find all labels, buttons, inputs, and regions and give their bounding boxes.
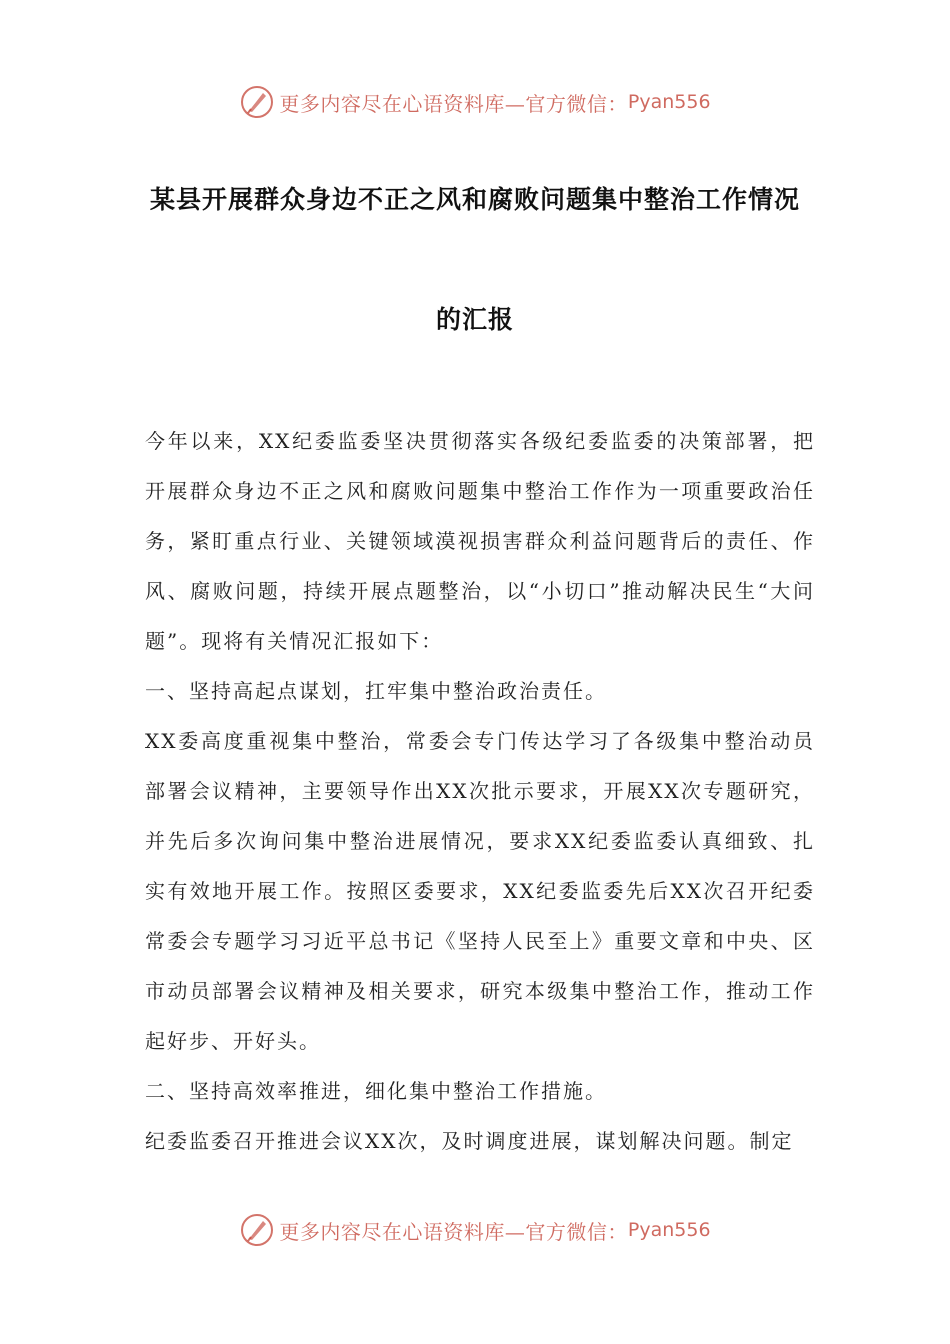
section-1-paragraph: XX委高度重视集中整治，常委会专门传达学习了各级集中整治动员部署会议精神，主要领导作出XX次批示要求，开展XX次专题研究，并先后多次询问集中整治进展情况，要求XX纪委监委认真细致、扎实有效地开展工作。按照区委要求，XX纪委监委先后XX次召开纪委常委会专题学习习近平总书记《坚持人民至上》重要文章和中央、区市动员部署会议精神及相关要求，研究本级集中整治工作，推动工作起好步、开好头。 xyxy=(145,729,815,1053)
section-heading-2: 二、坚持高效率推进，细化集中整治工作措施。 xyxy=(145,1079,607,1103)
header-watermark-banner xyxy=(0,80,950,124)
section-2-paragraph: 纪委监委召开推进会议XX次，及时调度进展，谋划解决问题。制定 xyxy=(145,1129,794,1153)
header-wechat-id: Pyan556 xyxy=(627,91,711,113)
header-watermark-text: 更多内容尽在心语资料库—官方微信： xyxy=(279,91,628,116)
footer-watermark-text: 更多内容尽在心语资料库—官方微信： xyxy=(279,1219,628,1244)
intro-paragraph: 今年以来，XX纪委监委坚决贯彻落实各级纪委监委的决策部署，把开展群众身边不正之风和腐败问题集中整治工作作为一项重要政治任务，紧盯重点行业、关键领域漠视损害群众利益问题背后的责任、作风、腐败问题，持续开展点题整治，以“小切口”推动解决民生“大问题”。现将有关情况汇报如下： xyxy=(145,429,815,653)
footer-wechat-id: Pyan556 xyxy=(627,1219,711,1241)
footer-watermark-banner xyxy=(0,1208,950,1252)
quill-pen-logo-icon xyxy=(239,84,275,120)
section-heading-1: 一、坚持高起点谋划，扛牢集中整治政治责任。 xyxy=(145,679,607,703)
document-title-line-1: 某县开展群众身边不正之风和腐败问题集中整治工作情况 xyxy=(149,185,800,214)
document-title-line-2: 的汇报 xyxy=(435,305,514,334)
quill-pen-logo-icon xyxy=(239,1212,275,1248)
document-body xyxy=(145,416,815,1166)
